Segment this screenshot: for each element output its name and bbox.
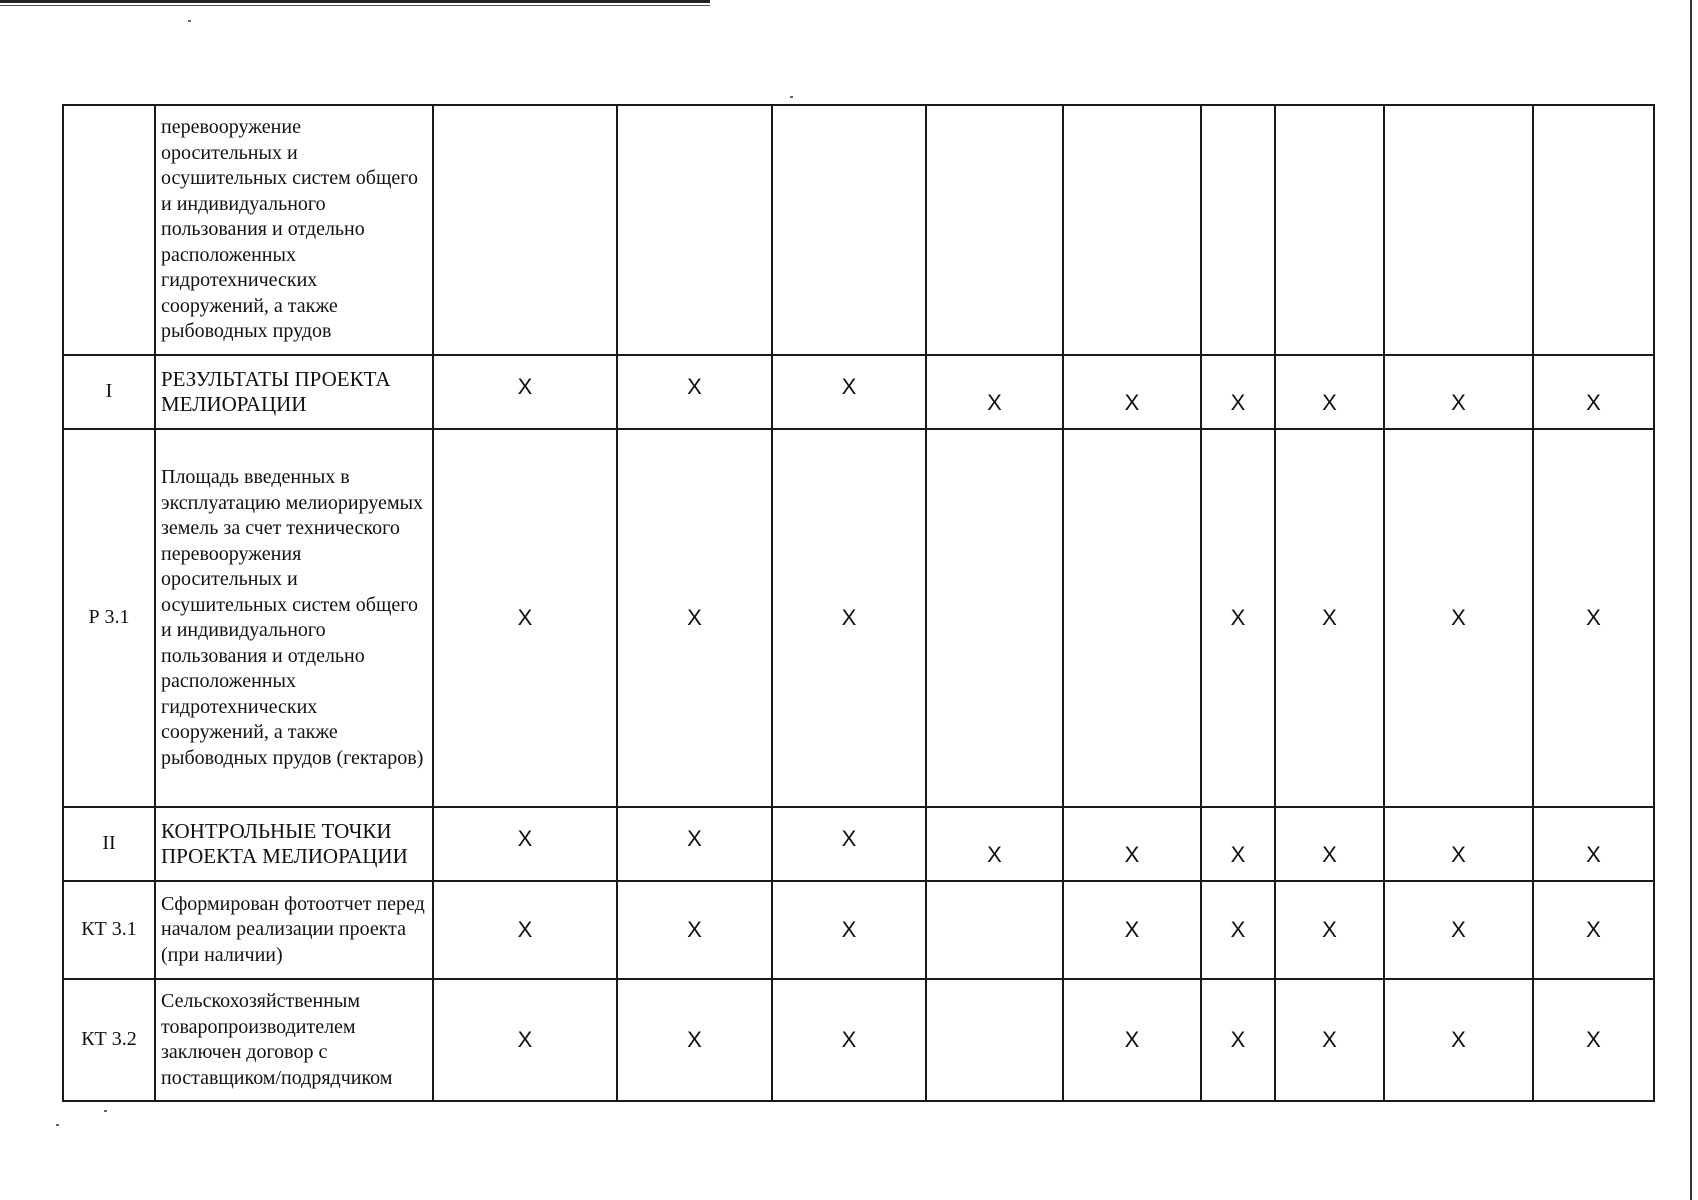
row-code: КТ 3.2 <box>63 979 155 1101</box>
row-mark <box>1384 105 1533 355</box>
row-name: Сельскохозяйственным товаропроизводителем заключен договор с поставщиком/подрядчиком <box>155 979 433 1101</box>
row-mark <box>433 105 617 355</box>
row-mark <box>1063 429 1201 807</box>
row-mark: X <box>1063 355 1201 429</box>
row-mark <box>1275 105 1384 355</box>
row-mark: X <box>1201 355 1275 429</box>
row-mark <box>926 105 1063 355</box>
row-mark: X <box>772 881 926 979</box>
row-mark <box>617 105 772 355</box>
table-row <box>63 355 1654 429</box>
row-mark: X <box>1201 429 1275 807</box>
row-mark: X <box>1533 881 1654 979</box>
table-body <box>63 105 1654 1101</box>
row-mark: X <box>617 355 772 429</box>
row-code <box>63 105 155 355</box>
row-mark <box>1063 105 1201 355</box>
row-mark: X <box>1533 979 1654 1101</box>
row-mark <box>926 979 1063 1101</box>
scan-speck <box>790 96 793 98</box>
table-row <box>63 979 1654 1101</box>
row-mark <box>772 105 926 355</box>
row-mark: X <box>1201 807 1275 881</box>
row-mark <box>926 429 1063 807</box>
row-mark: X <box>1275 807 1384 881</box>
row-mark <box>1201 105 1275 355</box>
row-mark: X <box>1201 881 1275 979</box>
row-mark: X <box>1533 429 1654 807</box>
row-mark: X <box>1533 807 1654 881</box>
row-mark <box>1533 105 1654 355</box>
row-mark: X <box>1384 355 1533 429</box>
row-mark: X <box>1384 429 1533 807</box>
row-mark: X <box>1275 881 1384 979</box>
row-mark: X <box>772 979 926 1101</box>
row-mark: X <box>1275 429 1384 807</box>
row-mark: X <box>1275 355 1384 429</box>
row-mark: X <box>772 429 926 807</box>
row-name: Площадь введенных в эксплуатацию мелиорируемых земель за счет технического перевооружения оросительных и осушительных систем общего и индивидуального пользования и отдельно расположенных гидротехнических сооружений, а также рыбоводных прудов (гектаров) <box>155 429 433 807</box>
scan-speck <box>56 1124 59 1126</box>
row-mark: X <box>1384 807 1533 881</box>
row-mark: X <box>1384 881 1533 979</box>
row-mark: X <box>772 807 926 881</box>
row-name: Сформирован фотоотчет перед началом реализации проекта (при наличии) <box>155 881 433 979</box>
row-mark: X <box>433 429 617 807</box>
table-row <box>63 105 1654 355</box>
scan-border-line <box>0 0 710 11</box>
row-name: РЕЗУЛЬТАТЫ ПРОЕКТА МЕЛИОРАЦИИ <box>155 355 433 429</box>
row-mark: X <box>433 355 617 429</box>
scan-speck <box>104 1110 107 1112</box>
scan-edge-line <box>1690 0 1692 1200</box>
data-table <box>62 104 1655 1102</box>
row-mark: X <box>1201 979 1275 1101</box>
row-mark: X <box>926 355 1063 429</box>
row-mark: X <box>617 881 772 979</box>
row-code: II <box>63 807 155 881</box>
row-mark: X <box>433 881 617 979</box>
row-code: Р 3.1 <box>63 429 155 807</box>
row-mark: X <box>926 807 1063 881</box>
row-name: КОНТРОЛЬНЫЕ ТОЧКИ ПРОЕКТА МЕЛИОРАЦИИ <box>155 807 433 881</box>
scan-speck <box>188 20 191 22</box>
row-mark: X <box>1063 979 1201 1101</box>
row-mark: X <box>1063 807 1201 881</box>
row-mark: X <box>1275 979 1384 1101</box>
row-mark: X <box>617 979 772 1101</box>
row-mark: X <box>1384 979 1533 1101</box>
row-code: I <box>63 355 155 429</box>
row-mark: X <box>617 429 772 807</box>
table-row <box>63 881 1654 979</box>
row-mark: X <box>433 807 617 881</box>
row-mark <box>926 881 1063 979</box>
row-mark: X <box>1533 355 1654 429</box>
table-row <box>63 429 1654 807</box>
row-code: КТ 3.1 <box>63 881 155 979</box>
row-mark: X <box>433 979 617 1101</box>
row-name: перевооружение оросительных и осушительных систем общего и индивидуального пользования и отдельно расположенных гидротехнических сооружений, а также рыбоводных прудов <box>155 105 433 355</box>
row-mark: X <box>617 807 772 881</box>
row-mark: X <box>1063 881 1201 979</box>
table-row <box>63 807 1654 881</box>
row-mark: X <box>772 355 926 429</box>
